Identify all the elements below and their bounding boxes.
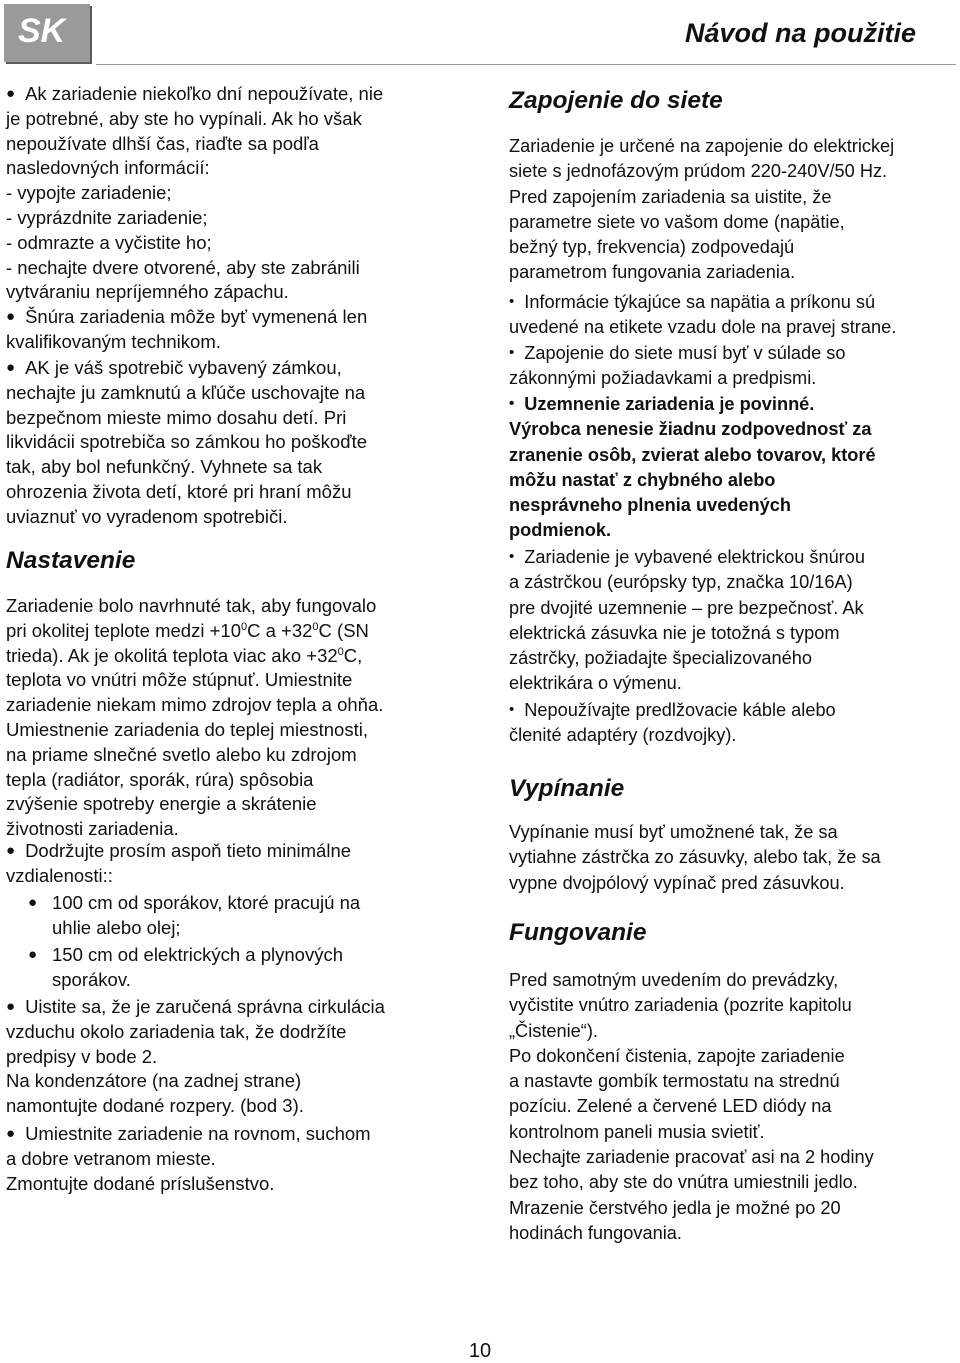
text-line: bezpečnom mieste mimo dosahu detí. Pri bbox=[6, 406, 347, 428]
text-line: likvidácii spotrebiča so zámkou ho poškoďte bbox=[6, 431, 367, 453]
text-line: Mrazenie čerstvého jedla je možné po 20 bbox=[509, 1197, 841, 1218]
section-heading-fungovanie: Fungovanie bbox=[509, 919, 647, 946]
section-heading-zapojenie: Zapojenie do siete bbox=[509, 87, 723, 114]
bullet-icon: ● bbox=[6, 308, 16, 325]
text-line: Umiestnite zariadenie na rovnom, suchom bbox=[25, 1123, 371, 1144]
text-line: vzduchu okolo zariadenia tak, že dodržíte bbox=[6, 1020, 347, 1042]
switch-off-paragraph bbox=[509, 820, 955, 918]
text-line: zvýšenie spotreby energie a skrátenie bbox=[6, 793, 317, 815]
text-line: nechajte ju zamknutú a kľúče uschovajte na bbox=[6, 381, 366, 403]
text-line: zranenie osôb, zvierat alebo tovarov, ktoré bbox=[509, 444, 876, 465]
text-line: - vypojte zariadenie; bbox=[6, 182, 172, 204]
legal-paragraph bbox=[509, 340, 955, 391]
text-line: pozíciu. Zelené a červené LED diódy na bbox=[509, 1096, 832, 1117]
bullet-icon: • bbox=[509, 293, 515, 310]
text-line: Zmontujte dodané príslušenstvo. bbox=[6, 1172, 275, 1194]
bullet-icon: ● bbox=[28, 946, 38, 963]
text-line: môžu nastať z chybného alebo bbox=[509, 469, 776, 490]
language-badge bbox=[4, 4, 90, 62]
section-heading-nastavenie: Nastavenie bbox=[6, 547, 136, 574]
text-line: elektrikára o výmenu. bbox=[509, 673, 682, 694]
bullet-icon: ● bbox=[6, 1125, 16, 1142]
bullet-icon: ● bbox=[6, 998, 16, 1015]
text-line: bežný typ, frekvencia) zodpovedajú bbox=[509, 237, 795, 258]
bullet-icon: ● bbox=[6, 842, 16, 859]
text-line: parametrom fungovania zariadenia. bbox=[509, 262, 796, 283]
text-line: pri okolitej teplote medzi $+10^0C$ $a +32^0C$ (SN bbox=[6, 619, 369, 641]
text-line: uviaznuť vo vyradenom spotrebiči. bbox=[6, 505, 288, 527]
text-line: tepla (radiátor, sporák, rúra) spôsobia bbox=[6, 768, 314, 790]
text-line: Vypínanie musí byť umožnené tak, že sa bbox=[509, 822, 838, 842]
text-line: zákonnými požiadavkami a predpismi. bbox=[509, 368, 817, 389]
bullet-icon: • bbox=[509, 548, 515, 565]
text-line: vzdialenosti:: bbox=[6, 864, 113, 886]
text-line: zástrčky, požiadajte špecializovaného bbox=[509, 648, 812, 669]
text-line: Na kondenzátore (na zadnej strane) bbox=[6, 1070, 302, 1092]
text-line: predpisy v bode 2. bbox=[6, 1045, 158, 1067]
text-line: uhlie alebo olej; bbox=[52, 916, 181, 938]
text-line: teplota vo vnútri môže stúpnuť. Umiestnite bbox=[6, 669, 353, 691]
text-line: Zariadenie bolo navrhnuté tak, aby fungovalo bbox=[6, 595, 377, 616]
text-line: Uzemnenie zariadenia je povinné. bbox=[524, 394, 815, 414]
connection-paragraph bbox=[509, 134, 955, 289]
text-line: vypne dvojpólový vypínač pred zásuvkou. bbox=[509, 872, 845, 893]
text-line: AK je váš spotrebič vybavený zámkou, bbox=[25, 357, 342, 378]
cord-paragraph bbox=[6, 305, 458, 356]
text-line: Po dokončení čistenia, zapojte zariadenie bbox=[509, 1045, 845, 1066]
text-line: trieda). Ak je okolitá teplota viac ako $+32^0C$, bbox=[6, 644, 363, 666]
text-line: nasledovných informácií: bbox=[6, 157, 210, 179]
text-line: 100 cm od sporákov, ktoré pracujú na bbox=[52, 892, 361, 913]
plug-paragraph bbox=[509, 544, 955, 697]
airflow-paragraph bbox=[6, 995, 458, 1122]
distance-item-gas bbox=[6, 943, 458, 995]
bullet-icon: • bbox=[509, 395, 515, 412]
section-heading-vypinanie: Vypínanie bbox=[509, 775, 625, 802]
distance-item-coal bbox=[6, 891, 458, 943]
text-line: sporákov. bbox=[52, 968, 131, 990]
text-line: elektrická zásuvka nie je totožná s typom bbox=[509, 622, 840, 643]
text-line: členité adaptéry (rozdvojky). bbox=[509, 725, 737, 746]
text-line: na priame slnečné svetlo alebo ku zdrojom bbox=[6, 743, 357, 765]
bullet-icon: • bbox=[509, 344, 515, 361]
bullet-icon: ● bbox=[6, 85, 16, 102]
bullet-icon: ● bbox=[6, 359, 16, 376]
text-line: pre dvojité uzemnenie – pre bezpečnosť. Ak bbox=[509, 597, 864, 618]
text-line: podmienok. bbox=[509, 520, 612, 541]
text-line: Nepoužívajte predlžovacie káble alebo bbox=[524, 700, 836, 720]
ambient-paragraph bbox=[6, 594, 458, 839]
text-line: Pred zapojením zariadenia sa uistite, že bbox=[509, 186, 832, 207]
text-line: namontujte dodané rozpery. (bod 3). bbox=[6, 1095, 304, 1117]
grounding-warning bbox=[509, 391, 955, 544]
text-line: ohrozenia života detí, ktoré pri hraní môžu bbox=[6, 480, 352, 502]
voltage-label-paragraph bbox=[509, 289, 955, 340]
text-line: Výrobca nenesie žiadnu zodpovednosť za bbox=[509, 419, 872, 440]
text-line: Pred samotným uvedením do prevádzky, bbox=[509, 970, 839, 990]
text-line: vytváraniu nepríjemného zápachu. bbox=[6, 281, 289, 303]
text-line: vytiahne zástrčka zo zásuvky, alebo tak, že sa bbox=[509, 847, 881, 868]
text-line: Ak zariadenie niekoľko dní nepoužívate, nie bbox=[25, 83, 384, 104]
text-line: Šnúra zariadenia môže byť vymenená len bbox=[25, 306, 368, 327]
text-line: Umiestnenie zariadenia do teplej miestnosti, bbox=[6, 718, 368, 740]
manual-title: Návod na použitie bbox=[684, 18, 916, 48]
text-line: a nastavte gombík termostatu na strednú bbox=[509, 1071, 840, 1092]
placement-paragraph bbox=[6, 1122, 458, 1196]
text-line: siete s jednofázovým prúdom 220-240V/50 Hz. bbox=[509, 161, 888, 182]
operation-paragraph bbox=[509, 968, 955, 1246]
text-line: Nechajte zariadenie pracovať asi na 2 hodiny bbox=[509, 1147, 874, 1168]
text-line: 150 cm od elektrických a plynových bbox=[52, 944, 343, 965]
text-line: Zariadenie je vybavené elektrickou šnúrou bbox=[524, 547, 865, 567]
header-divider bbox=[96, 64, 956, 65]
text-line: Uistite sa, že je zaručená správna cirkulácia bbox=[25, 996, 385, 1017]
lock-paragraph bbox=[6, 356, 458, 546]
text-line: a zástrčkou (európsky typ, značka 10/16A) bbox=[509, 572, 853, 593]
text-line: hodinách fungovania. bbox=[509, 1222, 682, 1243]
storage-paragraph bbox=[6, 82, 458, 305]
text-line: tak, aby bol nefunkčný. Vyhnete sa tak bbox=[6, 456, 323, 478]
text-line: Zariadenie je určené na zapojenie do elektrickej bbox=[509, 136, 895, 156]
text-line: životnosti zariadenia. bbox=[6, 818, 179, 840]
text-line: uvedené na etikete vzadu dole na pravej strane. bbox=[509, 317, 897, 338]
bullet-icon: • bbox=[509, 701, 515, 718]
text-line: Informácie týkajúce sa napätia a príkonu sú bbox=[524, 292, 876, 312]
left-column bbox=[6, 82, 458, 1196]
text-line: Zapojenie do siete musí byť v súlade so bbox=[524, 343, 846, 363]
text-line: - nechajte dvere otvorené, aby ste zabránili bbox=[6, 256, 360, 278]
text-line: vyčistite vnútro zariadenia (pozrite kapitolu bbox=[509, 995, 852, 1016]
language-code: SK bbox=[18, 12, 66, 50]
text-line: kontrolnom paneli musia svietiť. bbox=[509, 1121, 765, 1142]
distance-paragraph bbox=[6, 839, 458, 891]
text-line: a dobre vetranom mieste. bbox=[6, 1147, 216, 1169]
extension-paragraph bbox=[509, 697, 955, 774]
text-line: „Čistenie“). bbox=[509, 1020, 598, 1041]
text-line: nepoužívate dlhší čas, riaďte sa podľa bbox=[6, 132, 319, 154]
text-line: bez toho, aby ste do vnútra umiestnili jedlo. bbox=[509, 1172, 858, 1193]
text-line: Dodržujte prosím aspoň tieto minimálne bbox=[25, 840, 352, 861]
page-number: 10 bbox=[468, 1340, 492, 1362]
text-line: kvalifikovaným technikom. bbox=[6, 330, 221, 352]
text-line: - odmrazte a vyčistite ho; bbox=[6, 231, 212, 253]
right-column bbox=[509, 86, 955, 1246]
text-line: nesprávneho plnenia uvedených bbox=[509, 495, 791, 516]
text-line: je potrebné, aby ste ho vypínali. Ak ho však bbox=[6, 107, 362, 129]
text-line: zariadenie niekam mimo zdrojov tepla a ohňa. bbox=[6, 694, 384, 716]
bullet-icon: ● bbox=[28, 894, 38, 911]
text-line: parametre siete vo vašom dome (napätie, bbox=[509, 211, 845, 232]
text-line: - vyprázdnite zariadenie; bbox=[6, 206, 208, 228]
